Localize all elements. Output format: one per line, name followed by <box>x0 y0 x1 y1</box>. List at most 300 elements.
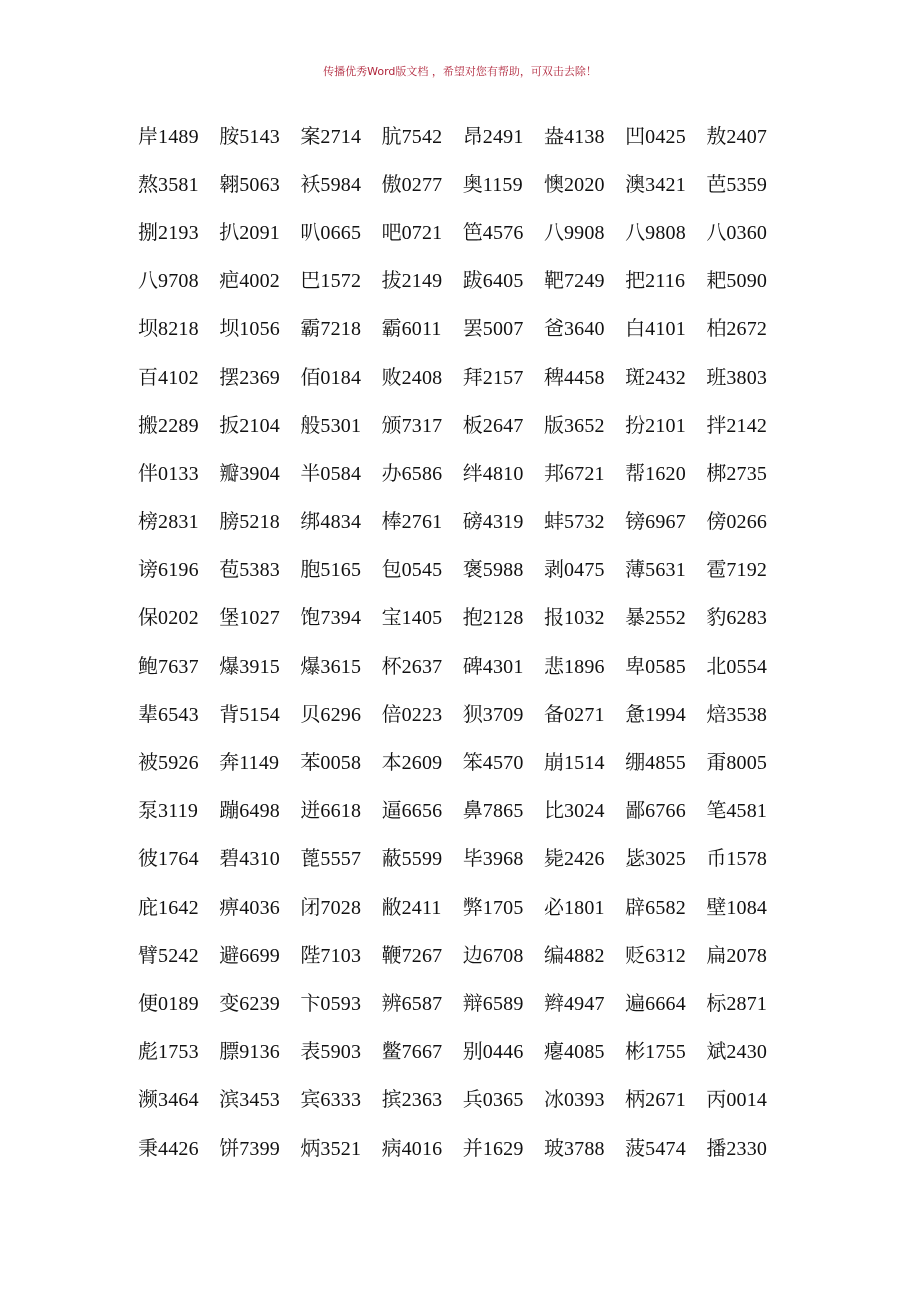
code-number: 2128 <box>482 607 524 630</box>
code-entry <box>219 1039 300 1064</box>
code-entry <box>382 413 463 438</box>
hanzi-character: 扒 <box>219 219 240 244</box>
code-entry <box>625 316 706 341</box>
code-entry <box>706 413 787 438</box>
hanzi-character: 版 <box>543 412 564 437</box>
code-number: 3119 <box>158 800 199 823</box>
hanzi-character: 蚌 <box>543 509 564 534</box>
code-number: 6618 <box>320 800 362 823</box>
table-row <box>138 353 788 401</box>
hanzi-character: 闭 <box>300 894 321 919</box>
code-entry <box>138 316 219 341</box>
code-entry <box>219 509 300 534</box>
code-entry <box>706 557 787 582</box>
code-number: 1572 <box>320 270 362 293</box>
code-number: 0277 <box>401 173 443 196</box>
code-entry <box>706 943 787 968</box>
code-entry <box>219 172 300 197</box>
code-number: 7394 <box>320 607 362 630</box>
code-number: 2491 <box>482 125 524 148</box>
code-entry <box>544 1136 625 1161</box>
code-number: 2369 <box>239 366 280 389</box>
code-number: 4002 <box>239 270 280 293</box>
hanzi-character: 坝 <box>219 316 240 341</box>
code-number: 9136 <box>239 1041 280 1064</box>
code-entry <box>219 365 300 390</box>
hanzi-character: 炳 <box>300 1135 321 1160</box>
hanzi-character: 臂 <box>138 942 158 967</box>
code-entry <box>463 220 544 245</box>
character-code-table <box>138 112 788 1172</box>
hanzi-character: 膘 <box>219 1039 240 1064</box>
code-number: 1755 <box>645 1041 686 1064</box>
hanzi-character: 本 <box>381 750 402 775</box>
code-number: 6586 <box>401 462 443 485</box>
hanzi-character: 卞 <box>300 990 321 1015</box>
hanzi-character: 豹 <box>706 605 727 630</box>
code-entry <box>300 220 381 245</box>
code-entry <box>219 316 300 341</box>
hanzi-character: 奔 <box>219 750 240 775</box>
table-row <box>138 546 788 594</box>
code-number: 0446 <box>482 1041 524 1064</box>
code-number: 1032 <box>563 607 605 630</box>
code-entry <box>382 943 463 968</box>
hanzi-character: 迸 <box>300 798 321 823</box>
hanzi-character: 币 <box>706 846 727 871</box>
code-number: 2104 <box>239 414 280 437</box>
code-entry <box>219 1087 300 1112</box>
code-number: 2552 <box>645 607 686 630</box>
code-number: 2142 <box>726 414 768 437</box>
hanzi-character: 邦 <box>543 460 564 485</box>
code-entry <box>138 991 219 1016</box>
hanzi-character: 霸 <box>381 316 402 341</box>
code-entry <box>138 365 219 390</box>
hanzi-character: 八 <box>543 219 564 244</box>
code-number: 2714 <box>320 125 362 148</box>
code-entry <box>463 1087 544 1112</box>
code-entry <box>300 509 381 534</box>
code-number: 0266 <box>726 511 768 534</box>
code-number: 1994 <box>645 703 686 726</box>
code-number: 0545 <box>401 559 443 582</box>
code-entry <box>625 124 706 149</box>
hanzi-character: 蓖 <box>300 846 321 871</box>
code-entry <box>219 605 300 630</box>
code-number: 2761 <box>401 511 443 534</box>
hanzi-character: 胞 <box>300 557 321 582</box>
hanzi-character: 甭 <box>706 750 727 775</box>
code-entry <box>544 991 625 1016</box>
code-entry <box>544 943 625 968</box>
hanzi-character: 败 <box>381 364 402 389</box>
code-entry <box>706 654 787 679</box>
hanzi-character: 雹 <box>706 557 727 582</box>
code-entry <box>706 1136 787 1161</box>
code-number: 6239 <box>239 992 280 1015</box>
hanzi-character: 陛 <box>300 942 321 967</box>
code-entry <box>544 846 625 871</box>
hanzi-character: 堡 <box>219 605 240 630</box>
hanzi-character: 狈 <box>462 701 483 726</box>
code-entry <box>706 509 787 534</box>
code-entry <box>219 124 300 149</box>
hanzi-character: 并 <box>462 1135 483 1160</box>
code-entry <box>544 798 625 823</box>
hanzi-character: 岸 <box>138 123 158 148</box>
code-entry <box>625 365 706 390</box>
code-entry <box>382 654 463 679</box>
hanzi-character: 爆 <box>219 653 240 678</box>
code-number: 2609 <box>401 752 443 775</box>
code-number: 3464 <box>158 1089 199 1112</box>
code-entry <box>544 461 625 486</box>
code-number: 4016 <box>401 1137 443 1160</box>
code-entry <box>625 220 706 245</box>
hanzi-character: 搬 <box>138 412 158 437</box>
code-entry <box>382 557 463 582</box>
hanzi-character: 病 <box>381 1135 402 1160</box>
hanzi-character: 傲 <box>381 171 402 196</box>
code-number: 7267 <box>401 944 443 967</box>
code-number: 1705 <box>482 896 524 919</box>
hanzi-character: 柏 <box>706 316 727 341</box>
code-number: 1896 <box>563 655 605 678</box>
code-entry <box>138 895 219 920</box>
code-entry <box>138 1087 219 1112</box>
code-entry <box>544 605 625 630</box>
code-number: 4138 <box>563 125 605 148</box>
code-entry <box>300 943 381 968</box>
hanzi-character: 凹 <box>625 123 646 148</box>
code-entry <box>219 846 300 871</box>
code-entry <box>138 268 219 293</box>
code-number: 5474 <box>645 1137 686 1160</box>
hanzi-character: 蔽 <box>381 846 402 871</box>
hanzi-character: 靶 <box>543 268 564 293</box>
hanzi-character: 敖 <box>706 123 727 148</box>
code-entry <box>706 895 787 920</box>
hanzi-character: 辈 <box>138 701 158 726</box>
code-number: 1642 <box>158 896 199 919</box>
code-entry <box>300 654 381 679</box>
hanzi-character: 扮 <box>625 412 646 437</box>
hanzi-character: 冰 <box>543 1087 564 1112</box>
code-number: 1801 <box>563 896 605 919</box>
code-number: 3025 <box>645 848 686 871</box>
table-row <box>138 449 788 497</box>
hanzi-character: 便 <box>138 990 158 1015</box>
code-number: 7249 <box>563 270 605 293</box>
hanzi-character: 爆 <box>300 653 321 678</box>
code-number: 4855 <box>645 752 686 775</box>
code-number: 4036 <box>239 896 280 919</box>
code-entry <box>138 702 219 727</box>
code-number: 3652 <box>563 414 605 437</box>
hanzi-character: 芭 <box>706 171 727 196</box>
table-row <box>138 931 788 979</box>
code-entry <box>300 750 381 775</box>
hanzi-character: 扁 <box>706 942 727 967</box>
code-number: 2426 <box>563 848 605 871</box>
code-entry <box>138 461 219 486</box>
code-number: 1159 <box>482 173 523 196</box>
code-entry <box>138 750 219 775</box>
code-entry <box>463 413 544 438</box>
code-entry <box>138 557 219 582</box>
code-number: 7317 <box>401 414 443 437</box>
code-entry <box>463 895 544 920</box>
hanzi-character: 泵 <box>138 798 158 823</box>
hanzi-character: 蹦 <box>219 798 240 823</box>
hanzi-character: 标 <box>706 990 727 1015</box>
code-number: 8005 <box>726 752 768 775</box>
hanzi-character: 懊 <box>543 171 564 196</box>
hanzi-character: 弊 <box>462 894 483 919</box>
code-entry <box>625 461 706 486</box>
code-entry <box>300 557 381 582</box>
code-entry <box>463 461 544 486</box>
code-number: 4810 <box>482 462 524 485</box>
code-entry <box>382 1136 463 1161</box>
code-number: 3538 <box>726 703 768 726</box>
hanzi-character: 绑 <box>300 509 321 534</box>
code-number: 8218 <box>158 318 199 341</box>
hanzi-character: 褒 <box>462 557 483 582</box>
hanzi-character: 菠 <box>625 1135 646 1160</box>
hanzi-character: 碑 <box>462 653 483 678</box>
code-entry <box>706 316 787 341</box>
hanzi-character: 保 <box>138 605 158 630</box>
code-entry <box>544 1039 625 1064</box>
hanzi-character: 鞭 <box>381 942 402 967</box>
hanzi-character: 被 <box>138 750 158 775</box>
code-entry <box>706 268 787 293</box>
hanzi-character: 辟 <box>625 894 646 919</box>
hanzi-character: 稗 <box>543 364 564 389</box>
code-entry <box>544 702 625 727</box>
hanzi-character: 饼 <box>219 1135 240 1160</box>
code-number: 5218 <box>239 511 280 534</box>
hanzi-character: 笔 <box>706 798 727 823</box>
code-entry <box>463 557 544 582</box>
code-number: 4570 <box>482 752 524 775</box>
code-entry <box>463 316 544 341</box>
code-entry <box>300 413 381 438</box>
code-number: 0425 <box>645 125 686 148</box>
hanzi-character: 碧 <box>219 846 240 871</box>
table-row <box>138 1076 788 1124</box>
code-number: 5903 <box>320 1041 362 1064</box>
code-number: 2735 <box>726 462 768 485</box>
code-number: 3640 <box>563 318 605 341</box>
code-entry <box>219 991 300 1016</box>
code-number: 7192 <box>726 559 768 582</box>
code-number: 6333 <box>320 1089 362 1112</box>
hanzi-character: 镑 <box>625 509 646 534</box>
code-number: 2637 <box>401 655 443 678</box>
hanzi-character: 颁 <box>381 412 402 437</box>
code-number: 0223 <box>401 703 443 726</box>
code-entry <box>544 750 625 775</box>
table-row <box>138 498 788 546</box>
hanzi-character: 苞 <box>219 557 240 582</box>
hanzi-character: 宾 <box>300 1087 321 1112</box>
hanzi-character: 播 <box>706 1135 727 1160</box>
table-row <box>138 787 788 835</box>
code-number: 7542 <box>401 125 443 148</box>
code-number: 5599 <box>401 848 443 871</box>
hanzi-character: 毙 <box>543 846 564 871</box>
hanzi-character: 坝 <box>138 316 158 341</box>
code-number: 5988 <box>482 559 524 582</box>
code-entry <box>706 605 787 630</box>
code-number: 7103 <box>320 944 362 967</box>
code-entry <box>625 1136 706 1161</box>
code-entry <box>463 365 544 390</box>
code-number: 0554 <box>726 655 768 678</box>
code-entry <box>463 1136 544 1161</box>
hanzi-character: 梆 <box>706 460 727 485</box>
code-number: 0014 <box>726 1089 768 1112</box>
code-entry <box>138 1039 219 1064</box>
hanzi-character: 玻 <box>543 1135 564 1160</box>
code-number: 5063 <box>239 173 280 196</box>
code-number: 1764 <box>158 848 199 871</box>
code-entry <box>382 1087 463 1112</box>
hanzi-character: 磅 <box>462 509 483 534</box>
code-entry <box>300 316 381 341</box>
hanzi-character: 毖 <box>625 846 646 871</box>
code-entry <box>706 365 787 390</box>
code-number: 3915 <box>239 655 280 678</box>
code-entry <box>300 846 381 871</box>
table-row <box>138 257 788 305</box>
code-number: 6664 <box>645 992 686 1015</box>
table-row <box>138 738 788 786</box>
code-number: 2157 <box>482 366 524 389</box>
code-entry <box>219 1136 300 1161</box>
code-entry <box>544 268 625 293</box>
code-number: 4101 <box>645 318 686 341</box>
hanzi-character: 拜 <box>462 364 483 389</box>
hanzi-character: 卑 <box>625 653 646 678</box>
code-number: 2020 <box>563 173 605 196</box>
code-entry <box>706 172 787 197</box>
hanzi-character: 庇 <box>138 894 158 919</box>
code-entry <box>138 124 219 149</box>
hanzi-character: 壁 <box>706 894 727 919</box>
code-entry <box>382 316 463 341</box>
code-number: 6721 <box>563 462 605 485</box>
code-number: 6589 <box>482 992 524 1015</box>
code-entry <box>706 702 787 727</box>
hanzi-character: 宝 <box>381 605 402 630</box>
hanzi-character: 别 <box>462 1039 483 1064</box>
code-entry <box>463 509 544 534</box>
hanzi-character: 辨 <box>381 990 402 1015</box>
hanzi-character: 逼 <box>381 798 402 823</box>
hanzi-character: 佰 <box>300 364 321 389</box>
code-entry <box>706 1039 787 1064</box>
hanzi-character: 表 <box>300 1039 321 1064</box>
code-number: 6582 <box>645 896 686 919</box>
code-number: 7667 <box>401 1041 443 1064</box>
hanzi-character: 鳖 <box>381 1039 402 1064</box>
hanzi-character: 耙 <box>706 268 727 293</box>
code-entry <box>463 172 544 197</box>
hanzi-character: 兵 <box>462 1087 483 1112</box>
code-entry <box>625 413 706 438</box>
hanzi-character: 八 <box>625 219 646 244</box>
code-number: 0271 <box>563 703 605 726</box>
hanzi-character: 焙 <box>706 701 727 726</box>
code-entry <box>463 1039 544 1064</box>
code-entry <box>138 1136 219 1161</box>
code-entry <box>138 654 219 679</box>
hanzi-character: 贝 <box>300 701 321 726</box>
code-number: 0202 <box>158 607 199 630</box>
table-row <box>138 642 788 690</box>
code-entry <box>625 943 706 968</box>
code-entry <box>382 461 463 486</box>
code-number: 3615 <box>320 655 362 678</box>
code-number: 4085 <box>563 1041 605 1064</box>
hanzi-character: 滨 <box>219 1087 240 1112</box>
code-entry <box>463 124 544 149</box>
hanzi-character: 惫 <box>625 701 646 726</box>
hanzi-character: 彬 <box>625 1039 646 1064</box>
code-entry <box>219 750 300 775</box>
code-number: 2091 <box>239 221 280 244</box>
hanzi-character: 边 <box>462 942 483 967</box>
code-entry <box>382 750 463 775</box>
hanzi-character: 百 <box>138 364 158 389</box>
hanzi-character: 拌 <box>706 412 727 437</box>
hanzi-character: 必 <box>543 894 564 919</box>
code-number: 4102 <box>158 366 199 389</box>
hanzi-character: 柄 <box>625 1087 646 1112</box>
hanzi-character: 班 <box>706 364 727 389</box>
hanzi-character: 八 <box>138 268 158 293</box>
hanzi-character: 倍 <box>381 701 402 726</box>
code-entry <box>625 268 706 293</box>
code-entry <box>219 654 300 679</box>
table-row <box>138 690 788 738</box>
code-entry <box>382 798 463 823</box>
hanzi-character: 绊 <box>462 460 483 485</box>
code-number: 6196 <box>158 559 199 582</box>
hanzi-character: 袄 <box>300 171 321 196</box>
code-entry <box>463 943 544 968</box>
hanzi-character: 秉 <box>138 1135 158 1160</box>
hanzi-character: 鼻 <box>462 798 483 823</box>
code-entry <box>544 509 625 534</box>
code-entry <box>706 750 787 775</box>
code-number: 0189 <box>158 992 199 1015</box>
code-entry <box>219 220 300 245</box>
code-number: 6699 <box>239 944 280 967</box>
code-entry <box>300 268 381 293</box>
hanzi-character: 瓣 <box>219 460 240 485</box>
code-entry <box>382 124 463 149</box>
code-entry <box>625 991 706 1016</box>
hanzi-character: 斑 <box>625 364 646 389</box>
code-entry <box>544 124 625 149</box>
code-number: 2116 <box>645 270 686 293</box>
code-number: 2078 <box>726 944 768 967</box>
